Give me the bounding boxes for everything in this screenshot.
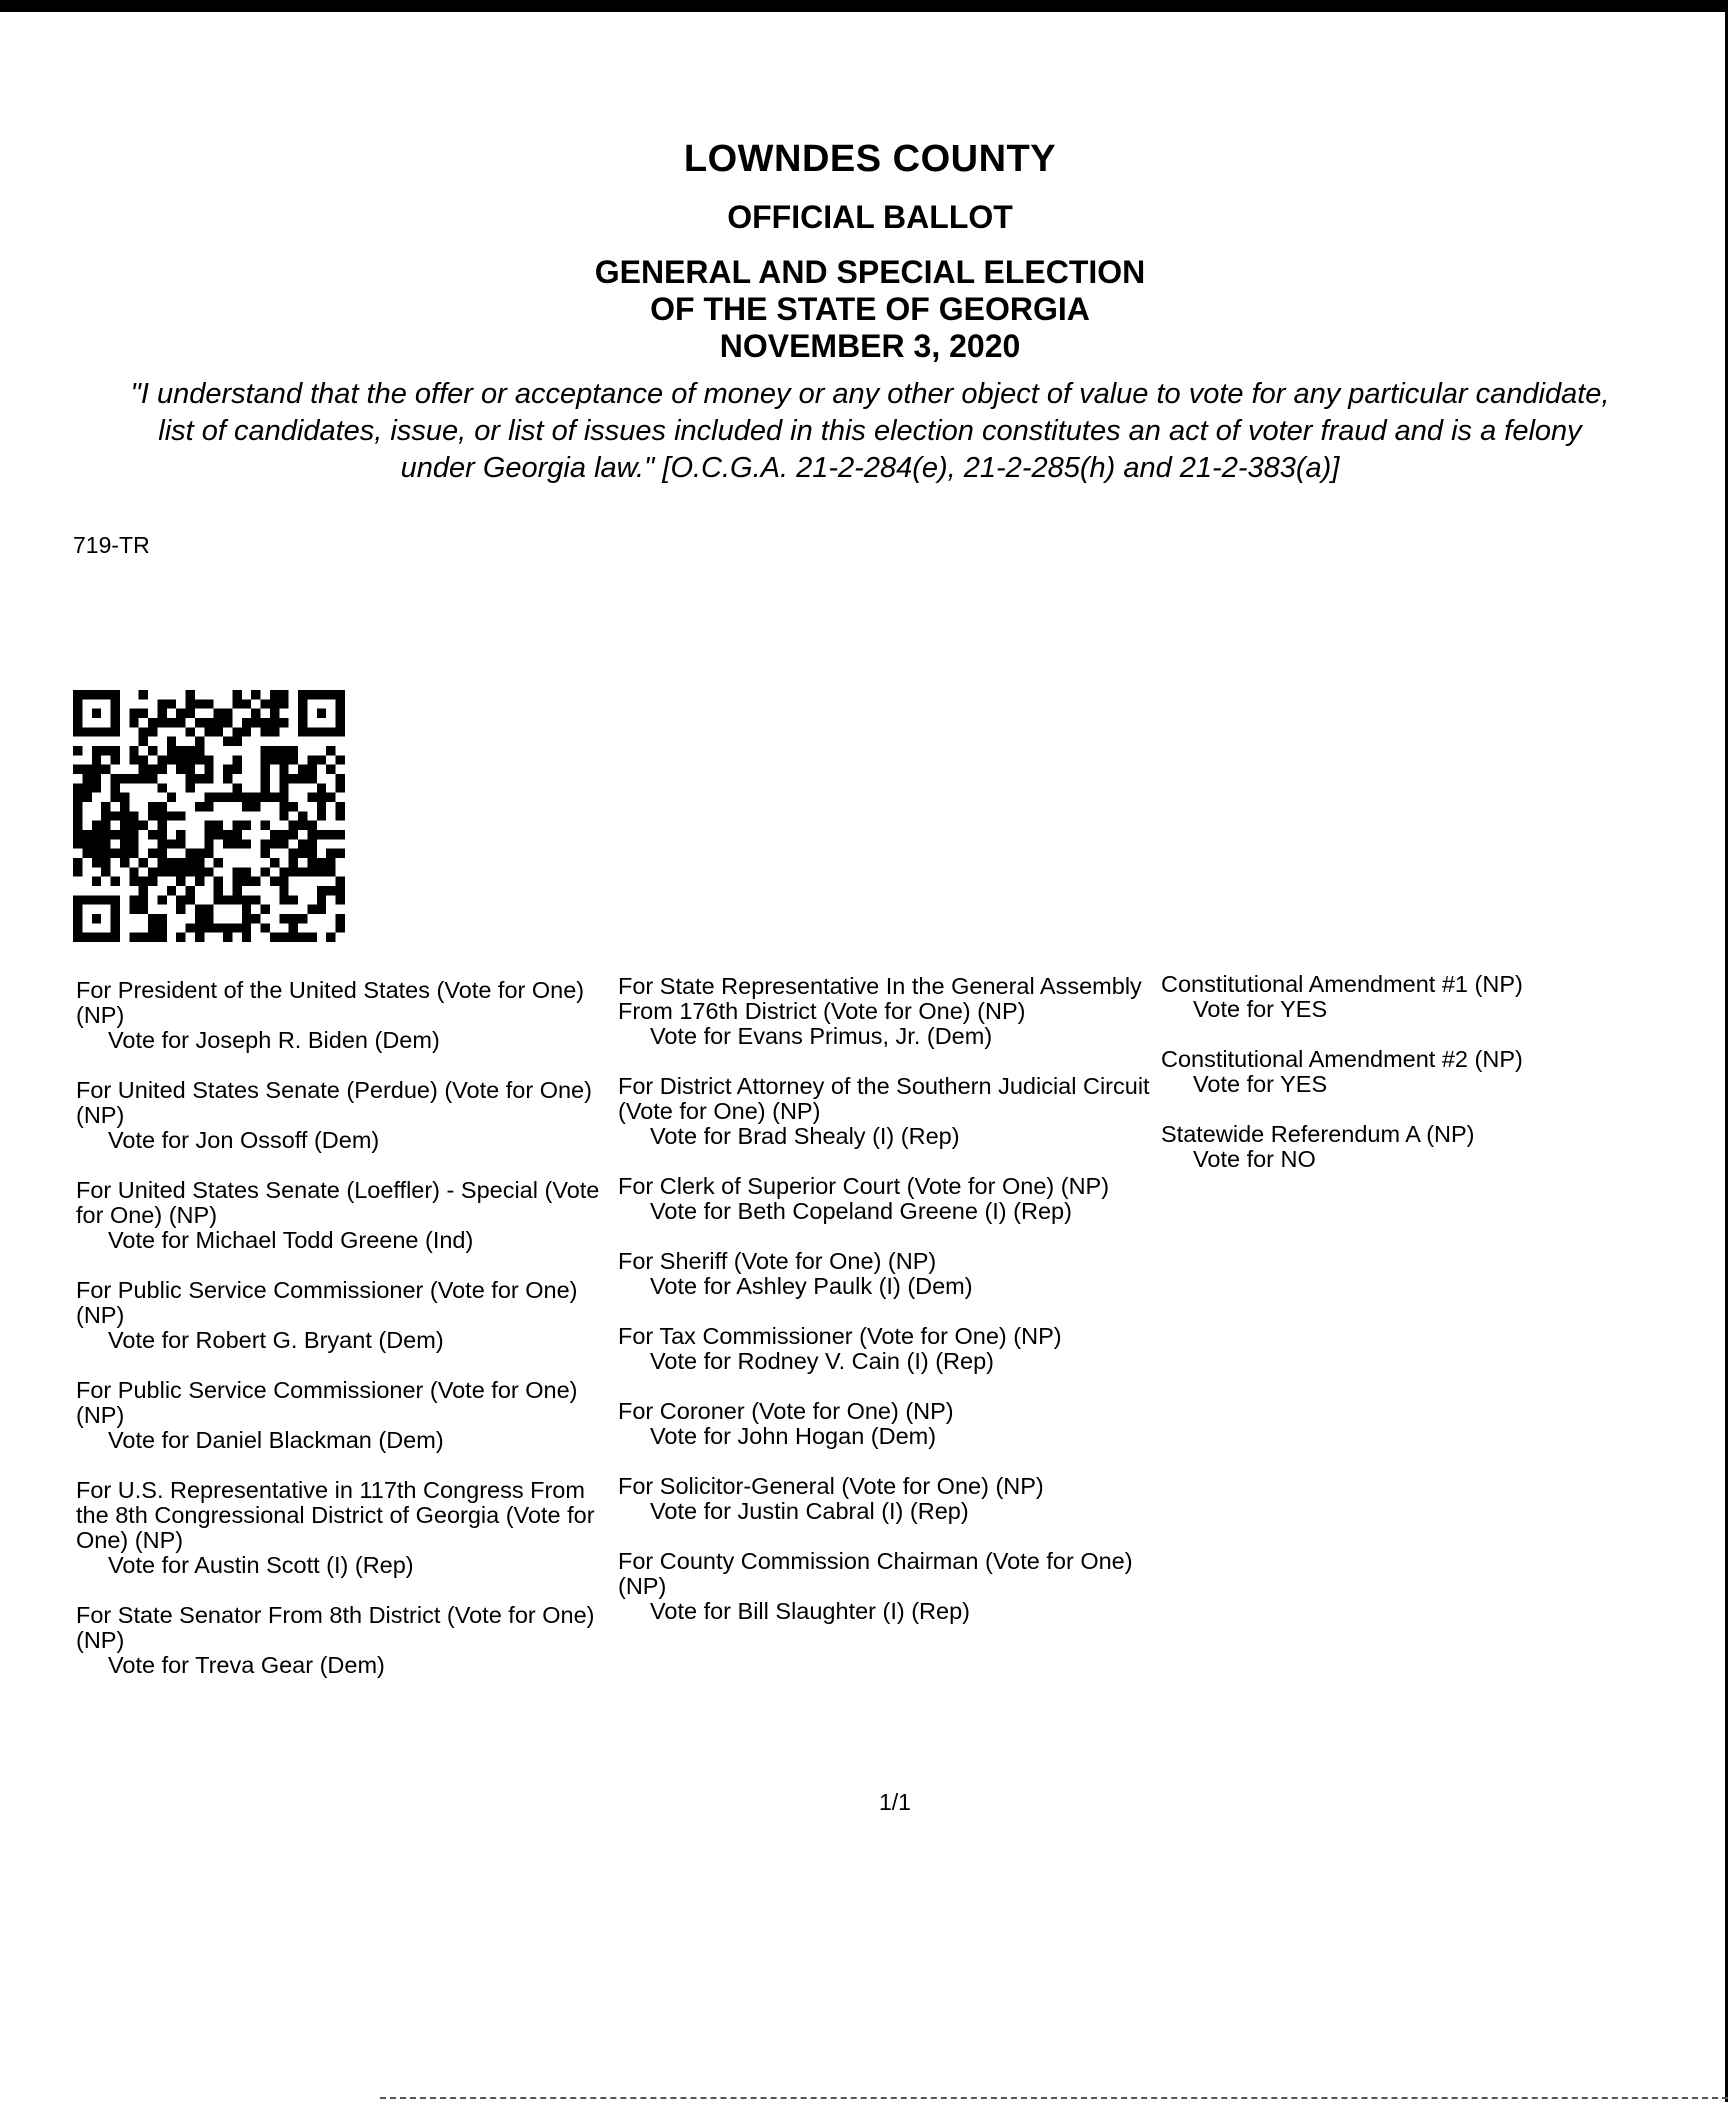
ballot-column-3 — [1161, 972, 1681, 1197]
contest-selection: Vote for Daniel Blackman (Dem) — [108, 1427, 444, 1453]
contest-selection: Vote for Rodney V. Cain (I) (Rep) — [650, 1348, 994, 1374]
contest-item — [1161, 1047, 1681, 1097]
contest-title: For Sheriff (Vote for One) (NP) — [618, 1248, 937, 1274]
contest-title: For U.S. Representative in 117th Congress From the 8th Congressional District of Georgia (Vote for One) (NP) — [76, 1477, 595, 1553]
oath-line-1: "I understand that the offer or acceptance of money or any other object of value to vote for any particular candidate, — [130, 378, 1610, 410]
election-line-2: OF THE STATE OF GEORGIA — [650, 291, 1090, 327]
contest-title: Constitutional Amendment #1 (NP) — [1161, 971, 1523, 997]
contest-title: For Coroner (Vote for One) (NP) — [618, 1398, 954, 1424]
contest-item — [76, 1603, 621, 1678]
contest-title: For United States Senate (Perdue) (Vote for One) (NP) — [76, 1077, 592, 1128]
contest-title: For Solicitor-General (Vote for One) (NP) — [618, 1473, 1044, 1499]
oath-line-3: under Georgia law." [O.C.G.A. 21-2-284(e), 21-2-285(h) and 21-2-383(a)] — [400, 452, 1340, 484]
contest-item — [618, 1174, 1163, 1224]
scan-bottom-edge — [380, 2097, 1728, 2099]
contest-selection: Vote for John Hogan (Dem) — [650, 1423, 937, 1449]
contest-title: Statewide Referendum A (NP) — [1161, 1121, 1475, 1147]
contest-selection: Vote for YES — [1193, 996, 1328, 1022]
voter-fraud-statement — [60, 376, 1680, 487]
contest-title: For United States Senate (Loeffler) - Special (Vote for One) (NP) — [76, 1177, 600, 1228]
contest-selection: Vote for Bill Slaughter (I) (Rep) — [650, 1598, 970, 1624]
contest-item — [76, 1378, 621, 1453]
contest-selection: Vote for Jon Ossoff (Dem) — [108, 1127, 380, 1153]
contest-item — [618, 1474, 1163, 1524]
contest-title: For Tax Commissioner (Vote for One) (NP) — [618, 1323, 1062, 1349]
contest-selection: Vote for YES — [1193, 1071, 1328, 1097]
contest-title: For President of the United States (Vote for One) (NP) — [76, 977, 585, 1028]
qr-code-icon — [73, 690, 345, 942]
election-title — [0, 254, 1728, 365]
contest-item — [76, 1478, 621, 1578]
contest-selection: Vote for Austin Scott (I) (Rep) — [108, 1552, 414, 1578]
contest-item — [76, 1178, 621, 1253]
contest-item — [618, 1074, 1163, 1149]
contest-title: Constitutional Amendment #2 (NP) — [1161, 1046, 1523, 1072]
election-date: NOVEMBER 3, 2020 — [719, 328, 1021, 364]
contest-title: For State Senator From 8th District (Vote for One) (NP) — [76, 1602, 595, 1653]
ballot-column-1 — [76, 978, 621, 1703]
contest-item — [618, 1549, 1163, 1624]
contest-item — [618, 1399, 1163, 1449]
contest-title: For Public Service Commissioner (Vote for One) (NP) — [76, 1377, 578, 1428]
contest-selection: Vote for Ashley Paulk (I) (Dem) — [650, 1273, 973, 1299]
contest-item — [76, 1278, 621, 1353]
oath-line-2: list of candidates, issue, or list of issues included in this election constitutes an act of voter fraud and is a felony — [158, 415, 1582, 447]
election-line-1: GENERAL AND SPECIAL ELECTION — [594, 254, 1146, 290]
contest-title: For Clerk of Superior Court (Vote for One) (NP) — [618, 1173, 1110, 1199]
page-number: 1/1 — [879, 1789, 911, 1815]
ballot-column-2 — [618, 974, 1163, 1649]
contest-selection: Vote for Evans Primus, Jr. (Dem) — [650, 1023, 993, 1049]
ballot-header — [0, 138, 1728, 365]
contest-title: For District Attorney of the Southern Judicial Circuit (Vote for One) (NP) — [618, 1073, 1150, 1124]
ballot-type: OFFICIAL BALLOT — [727, 199, 1013, 235]
contest-item — [1161, 972, 1681, 1022]
scan-top-border — [0, 0, 1728, 12]
contest-item — [1161, 1122, 1681, 1172]
contest-selection: Vote for Michael Todd Greene (Ind) — [108, 1227, 474, 1253]
contest-selection: Vote for Justin Cabral (I) (Rep) — [650, 1498, 969, 1524]
contest-title: For State Representative In the General Assembly From 176th District (Vote for One) (NP) — [618, 973, 1142, 1024]
contest-selection: Vote for Brad Shealy (I) (Rep) — [650, 1123, 960, 1149]
contest-item — [618, 974, 1163, 1049]
contest-item — [618, 1324, 1163, 1374]
county-title: LOWNDES COUNTY — [683, 138, 1057, 180]
contest-selection: Vote for Robert G. Bryant (Dem) — [108, 1327, 444, 1353]
contest-title: For County Commission Chairman (Vote for One) (NP) — [618, 1548, 1133, 1599]
contest-selection: Vote for Beth Copeland Greene (I) (Rep) — [650, 1198, 1072, 1224]
contest-selection: Vote for Joseph R. Biden (Dem) — [108, 1027, 440, 1053]
ballot-code: 719-TR — [73, 532, 150, 558]
contest-item — [618, 1249, 1163, 1299]
contest-selection: Vote for Treva Gear (Dem) — [108, 1652, 385, 1678]
contest-title: For Public Service Commissioner (Vote for One) (NP) — [76, 1277, 578, 1328]
contest-item — [76, 978, 621, 1053]
contest-item — [76, 1078, 621, 1153]
contest-selection: Vote for NO — [1193, 1146, 1316, 1172]
